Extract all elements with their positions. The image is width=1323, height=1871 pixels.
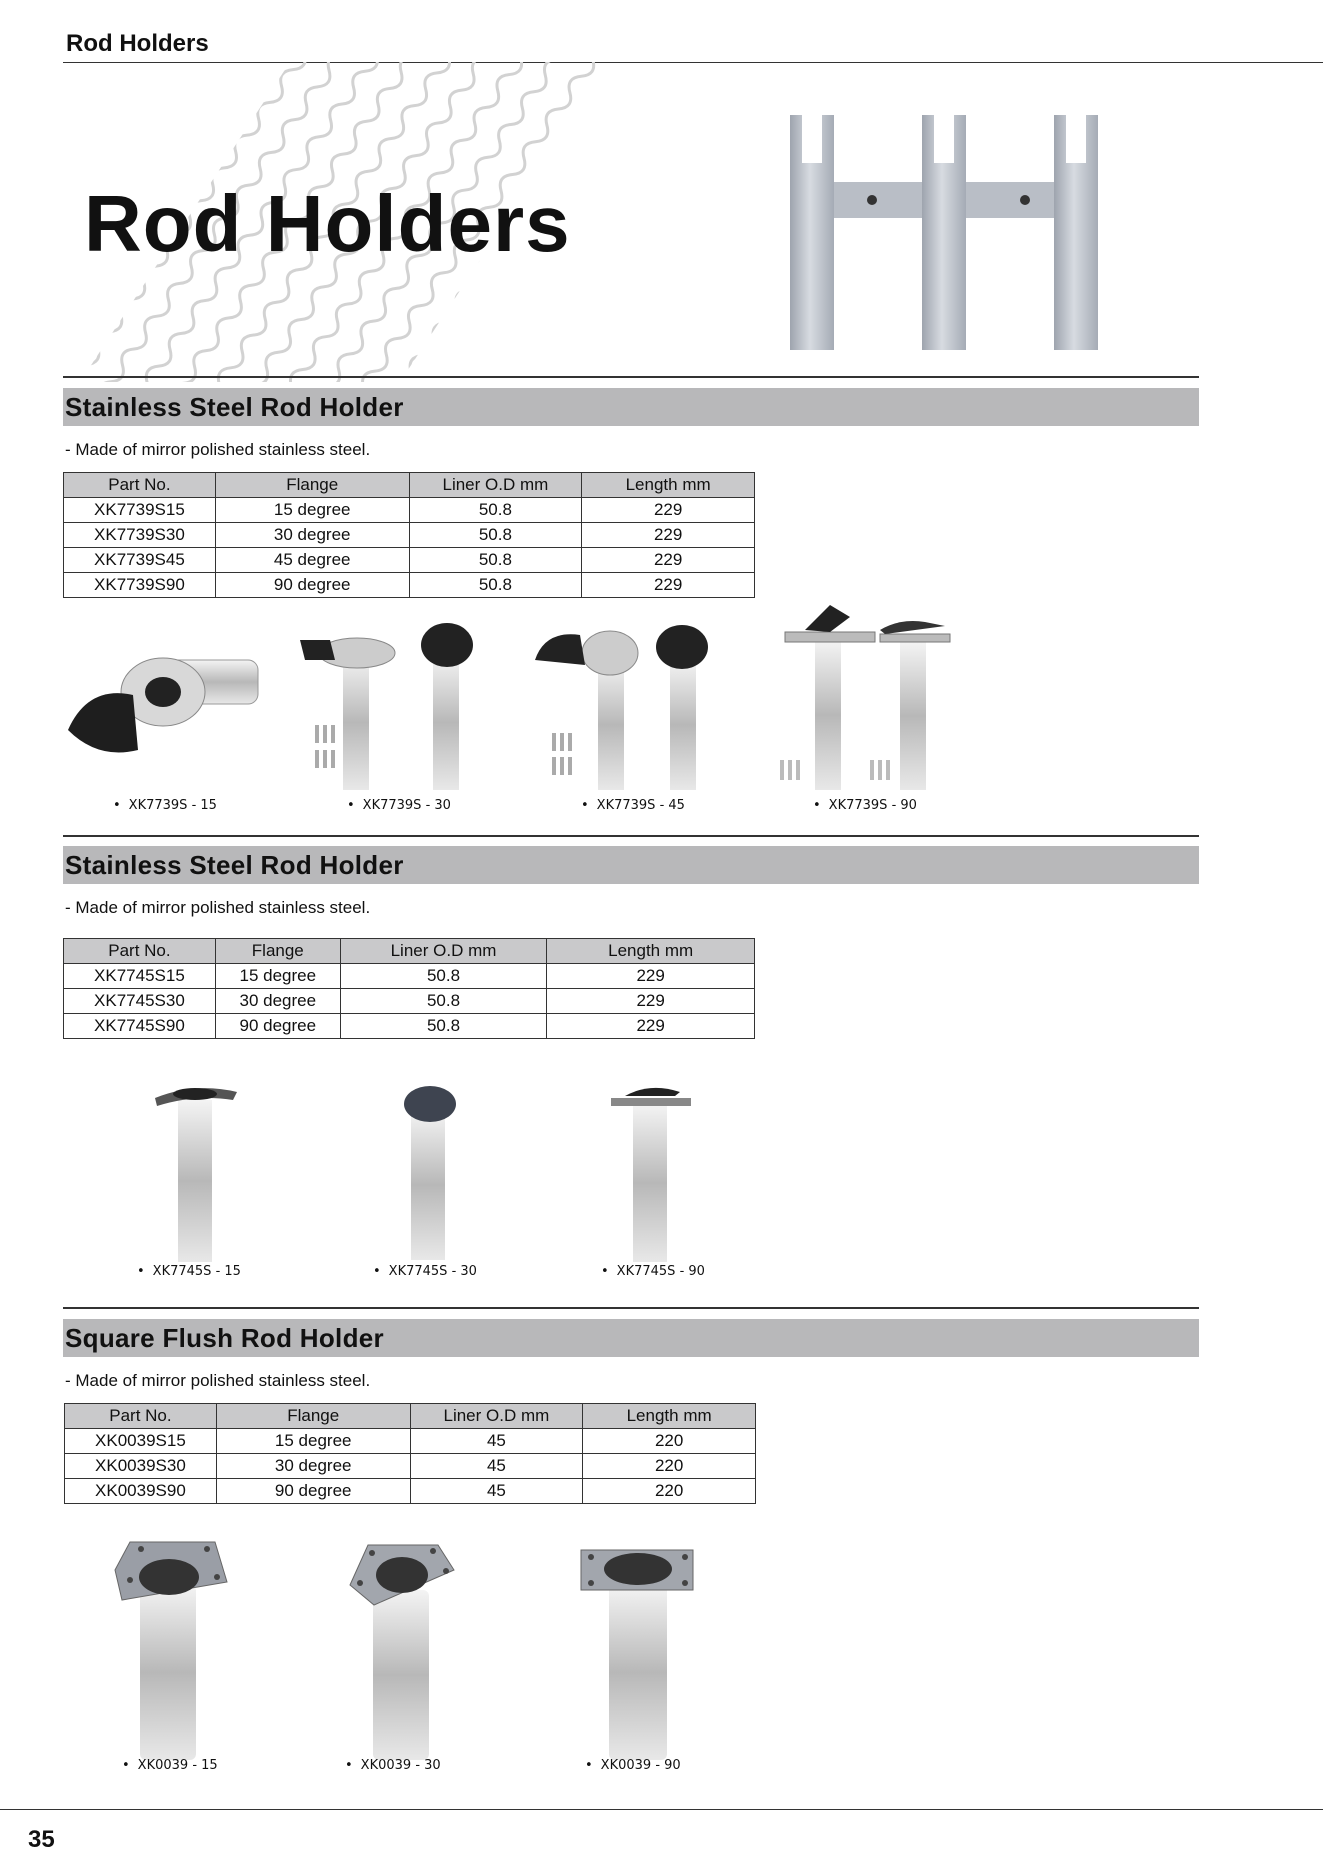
- table-cell: 50.8: [340, 1014, 547, 1039]
- table-header-row: [64, 473, 755, 498]
- table-cell: 15 degree: [215, 498, 409, 523]
- product-image-xk0039-90: [573, 1535, 703, 1765]
- column-header: Length mm: [583, 1404, 756, 1429]
- table-cell: 90 degree: [216, 1479, 410, 1504]
- table-cell: 229: [547, 1014, 755, 1039]
- table-cell: 229: [582, 498, 755, 523]
- table-cell: 45: [410, 1454, 583, 1479]
- product-image-xk7739s-90: [770, 590, 970, 795]
- spec-table: [63, 938, 755, 1039]
- column-header: Liner O.D mm: [409, 473, 582, 498]
- table-cell: XK7745S30: [64, 989, 216, 1014]
- product-image-xk7739s-30: [295, 615, 495, 795]
- table-cell: XK7739S90: [64, 573, 216, 598]
- product-image-xk7739s-15: [63, 640, 263, 770]
- table-row: [64, 989, 755, 1014]
- table-cell: XK7739S45: [64, 548, 216, 573]
- table-cell: 50.8: [340, 964, 547, 989]
- section-description: - Made of mirror polished stainless steel.: [65, 898, 371, 917]
- table-cell: 30 degree: [216, 1454, 410, 1479]
- table-cell: 15 degree: [216, 1429, 410, 1454]
- table-cell: 50.8: [409, 548, 582, 573]
- hero-title: Rod Holders: [84, 179, 571, 268]
- product-caption: • XK7745S - 90: [601, 1264, 705, 1279]
- table-cell: 220: [583, 1429, 756, 1454]
- page-number: 35: [28, 1826, 55, 1853]
- page-header-title: Rod Holders: [66, 30, 209, 57]
- triple-rod-rack-image: [780, 110, 1130, 355]
- column-header: Liner O.D mm: [410, 1404, 583, 1429]
- table-row: [64, 548, 755, 573]
- table-header-row: [65, 1404, 756, 1429]
- footer-rule: [0, 1809, 1323, 1810]
- product-image-xk0039-15: [105, 1535, 235, 1765]
- product-caption: • XK7745S - 15: [137, 1264, 241, 1279]
- table-row: [64, 523, 755, 548]
- section-rule: [63, 835, 1199, 837]
- table-row: [64, 1014, 755, 1039]
- product-caption: • XK0039 - 90: [585, 1758, 681, 1773]
- table-cell: 45 degree: [215, 548, 409, 573]
- product-image-xk0039-30: [338, 1535, 468, 1765]
- table-cell: XK0039S15: [65, 1429, 217, 1454]
- table-cell: 50.8: [409, 523, 582, 548]
- table-cell: 229: [547, 964, 755, 989]
- column-header: Liner O.D mm: [340, 939, 547, 964]
- section-title: Stainless Steel Rod Holder: [65, 392, 404, 422]
- product-caption: • XK7745S - 30: [373, 1264, 477, 1279]
- table-cell: XK7739S30: [64, 523, 216, 548]
- table-cell: XK0039S90: [65, 1479, 217, 1504]
- spec-table: [63, 472, 755, 598]
- column-header: Flange: [216, 1404, 410, 1429]
- product-caption: • XK0039 - 15: [122, 1758, 218, 1773]
- spec-table: [64, 1403, 756, 1504]
- table-cell: 50.8: [340, 989, 547, 1014]
- product-caption: • XK7739S - 90: [813, 798, 917, 813]
- table-cell: 50.8: [409, 498, 582, 523]
- table-header-row: [64, 939, 755, 964]
- section-title: Square Flush Rod Holder: [65, 1323, 384, 1353]
- table-row: [64, 498, 755, 523]
- table-cell: 90 degree: [215, 1014, 340, 1039]
- table-cell: 50.8: [409, 573, 582, 598]
- section-rule: [63, 376, 1199, 378]
- table-cell: 15 degree: [215, 964, 340, 989]
- product-image-xk7745s-90: [605, 1080, 695, 1265]
- product-caption: • XK7739S - 15: [113, 798, 217, 813]
- product-image-xk7739s-45: [530, 615, 730, 795]
- table-cell: 220: [583, 1454, 756, 1479]
- section-description: - Made of mirror polished stainless steel.: [65, 1371, 371, 1390]
- table-row: [64, 964, 755, 989]
- product-caption: • XK7739S - 30: [347, 798, 451, 813]
- table-row: [65, 1479, 756, 1504]
- product-image-xk7745s-30: [385, 1080, 475, 1265]
- table-cell: 30 degree: [215, 523, 409, 548]
- table-cell: 229: [582, 548, 755, 573]
- column-header: Flange: [215, 473, 409, 498]
- column-header: Length mm: [547, 939, 755, 964]
- table-cell: 30 degree: [215, 989, 340, 1014]
- table-row: [65, 1454, 756, 1479]
- table-cell: 229: [547, 989, 755, 1014]
- column-header: Part No.: [64, 473, 216, 498]
- column-header: Part No.: [65, 1404, 217, 1429]
- column-header: Flange: [215, 939, 340, 964]
- table-cell: 45: [410, 1479, 583, 1504]
- table-cell: 229: [582, 573, 755, 598]
- column-header: Part No.: [64, 939, 216, 964]
- section-rule: [63, 1307, 1199, 1309]
- table-row: [65, 1429, 756, 1454]
- table-cell: XK0039S30: [65, 1454, 217, 1479]
- table-cell: XK7739S15: [64, 498, 216, 523]
- table-cell: 229: [582, 523, 755, 548]
- section-description: - Made of mirror polished stainless steel.: [65, 440, 371, 459]
- table-cell: 45: [410, 1429, 583, 1454]
- column-header: Length mm: [582, 473, 755, 498]
- product-caption: • XK0039 - 30: [345, 1758, 441, 1773]
- table-cell: XK7745S90: [64, 1014, 216, 1039]
- product-caption: • XK7739S - 45: [581, 798, 685, 813]
- table-cell: 220: [583, 1479, 756, 1504]
- section-title: Stainless Steel Rod Holder: [65, 850, 404, 880]
- table-row: [64, 573, 755, 598]
- product-image-xk7745s-15: [150, 1080, 240, 1265]
- table-cell: XK7745S15: [64, 964, 216, 989]
- table-cell: 90 degree: [215, 573, 409, 598]
